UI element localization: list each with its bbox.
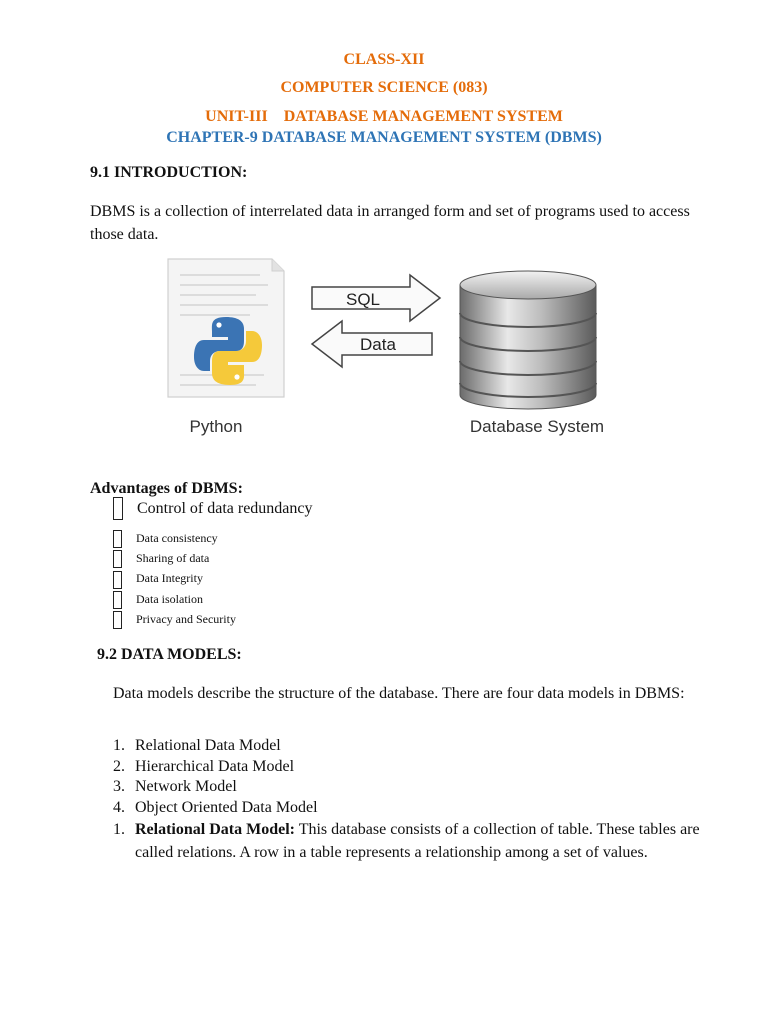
unit-label: UNIT-III [205, 108, 268, 125]
data-models-heading: 9.2 DATA MODELS: [97, 646, 242, 663]
subject-title: COMPUTER SCIENCE (083) [280, 79, 488, 96]
advantage-item [113, 550, 236, 570]
advantage-text: Control of data redundancy [137, 499, 313, 517]
advantage-text: Privacy and Security [136, 611, 236, 626]
data-label: Data [360, 335, 396, 354]
data-models-paragraph: Data models describe the structure of the database. There are four data models in DBMS: [113, 685, 685, 702]
advantage-text: Data Integrity [136, 571, 203, 586]
class-title: CLASS-XII [343, 51, 425, 68]
bullet-box-icon [113, 571, 122, 589]
bullet-box-icon [113, 530, 122, 548]
model-name: Relational Data Model [135, 737, 281, 754]
unit-title [0, 108, 768, 126]
unit-name: DATABASE MANAGEMENT SYSTEM [283, 108, 563, 125]
advantage-item [113, 530, 236, 550]
advantage-text: Sharing of data [136, 551, 210, 566]
bullet-box-icon [113, 497, 123, 520]
list-item: 4. Object Oriented Data Model [113, 798, 318, 816]
advantage-item [113, 591, 236, 611]
bullet-box-icon [113, 550, 122, 568]
advantage-text: Data consistency [136, 530, 218, 545]
advantage-text: Data isolation [136, 591, 203, 606]
chapter-title: CHAPTER-9 DATABASE MANAGEMENT SYSTEM (DBMS) [166, 129, 602, 146]
python-document-icon [168, 259, 284, 397]
advantages-heading: Advantages of DBMS: [90, 480, 243, 497]
model-name: Network Model [135, 778, 237, 795]
list-item: 1. Relational Data Model [113, 737, 281, 754]
bullet-box-icon [113, 591, 122, 609]
model-name: Hierarchical Data Model [135, 757, 295, 775]
advantage-item [113, 571, 236, 591]
sql-label: SQL [345, 290, 381, 309]
list-item: 2. Hierarchical Data Model [113, 757, 295, 775]
python-database-figure [160, 255, 630, 445]
model-name: Object Oriented Data Model [135, 798, 318, 816]
database-label: Database System [469, 417, 605, 436]
advantages-list [113, 530, 236, 631]
advantage-item-first [113, 497, 313, 520]
bullet-box-icon [113, 611, 122, 629]
data-models-list [113, 736, 733, 864]
python-label: Python [189, 417, 243, 436]
advantage-item [113, 611, 236, 631]
relational-model-detail: 1. Relational Data Model: This database consists of a collection of table. These tables are called relations. A row in a table represents a relationship among a set of values. [113, 821, 700, 861]
relational-model-term: Relational Data Model: [135, 821, 295, 838]
intro-paragraph: DBMS is a collection of interrelated data in arranged form and set of programs used to access those data. [90, 203, 690, 243]
list-item: 3. Network Model [113, 778, 237, 795]
database-cylinder-icon [460, 271, 596, 409]
intro-heading: 9.1 INTRODUCTION: [90, 164, 248, 181]
relational-model-description: This database consists of a collection of table. These tables are called relations. A row in a table represents a relationship among a set of values. [135, 821, 700, 861]
